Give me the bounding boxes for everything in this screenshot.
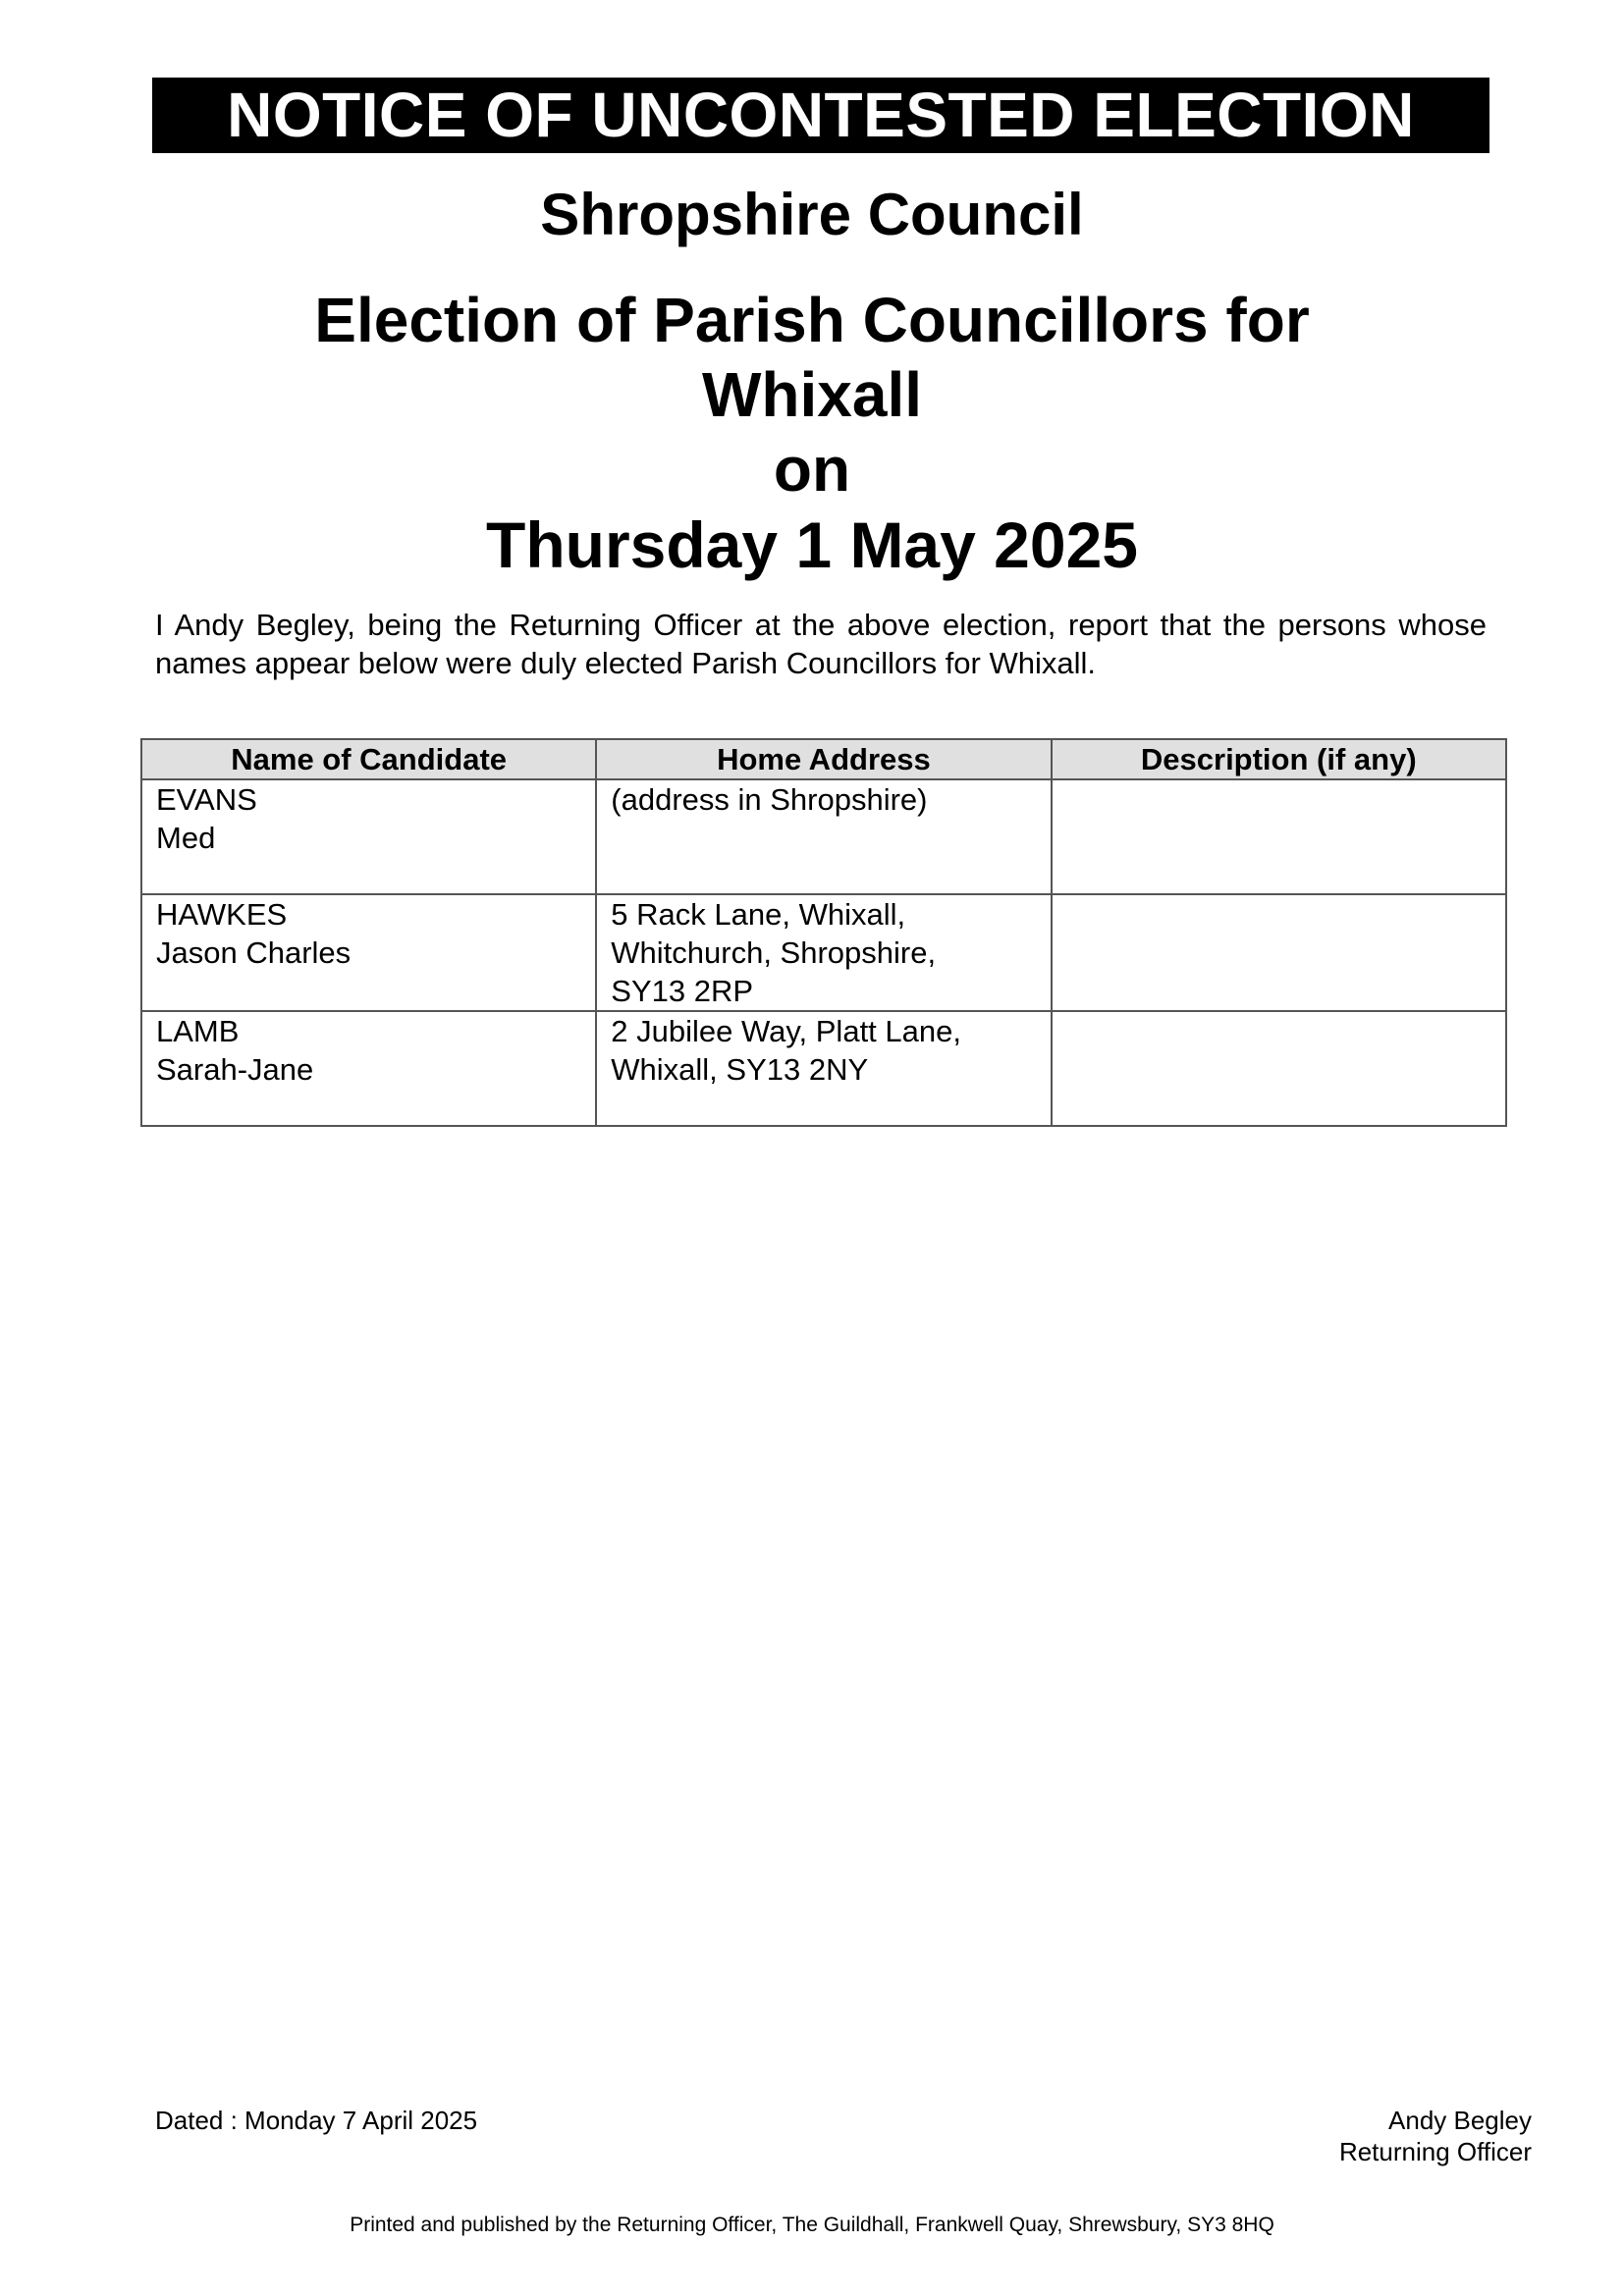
heading-line-2: Whixall (701, 359, 923, 430)
candidate-description-cell (1052, 1011, 1506, 1126)
notice-banner: NOTICE OF UNCONTESTED ELECTION (152, 78, 1489, 153)
candidate-address-cell (596, 1011, 1051, 1126)
candidate-forenames: Med (156, 821, 216, 855)
table-row (141, 894, 1506, 1011)
candidate-surname: HAWKES (156, 897, 288, 932)
address-line: SY13 2RP (611, 974, 754, 1008)
address-line: (address in Shropshire) (611, 782, 928, 817)
candidate-description-cell (1052, 779, 1506, 894)
returning-officer-statement: I Andy Begley, being the Returning Officer at the above election, report that the persons whose names appear below were duly elected Parish Councillors for Whixall. (155, 608, 1487, 680)
candidate-description-cell (1052, 894, 1506, 1011)
council-name: Shropshire Council (540, 182, 1084, 247)
candidate-name-cell (141, 1011, 596, 1126)
candidate-address-cell (596, 894, 1051, 1011)
imprint-line: Printed and published by the Returning Officer, The Guildhall, Frankwell Quay, Shrewsbury, SY3 8HQ (350, 2214, 1274, 2236)
officer-name: Andy Begley (1388, 2106, 1532, 2135)
candidate-name-cell (141, 779, 596, 894)
dated-line: Dated : Monday 7 April 2025 (155, 2106, 478, 2135)
officer-title: Returning Officer (1338, 2137, 1532, 2166)
signature-block (1339, 2105, 1532, 2167)
header-name-of-candidate: Name of Candidate (141, 739, 596, 779)
table-row (141, 1011, 1506, 1126)
candidates-table (140, 738, 1507, 1127)
candidate-surname: EVANS (156, 782, 257, 817)
heading-line-1: Election of Parish Councillors for (314, 285, 1310, 355)
header-description: Description (if any) (1052, 739, 1506, 779)
header-home-address: Home Address (596, 739, 1051, 779)
table-header-row (141, 739, 1506, 779)
address-line: 2 Jubilee Way, Platt Lane, (611, 1014, 961, 1048)
candidate-forenames: Sarah-Jane (156, 1052, 314, 1087)
address-line: Whixall, SY13 2NY (611, 1052, 869, 1087)
election-heading (0, 283, 1624, 584)
candidate-address-cell (596, 779, 1051, 894)
candidate-forenames: Jason Charles (156, 935, 352, 970)
table-row (141, 779, 1506, 894)
election-date: Thursday 1 May 2025 (486, 508, 1138, 581)
candidate-name-cell (141, 894, 596, 1011)
address-line: Whitchurch, Shropshire, (611, 935, 937, 970)
heading-line-3: on (773, 434, 851, 505)
address-line: 5 Rack Lane, Whixall, (611, 897, 906, 932)
candidate-surname: LAMB (156, 1014, 240, 1048)
